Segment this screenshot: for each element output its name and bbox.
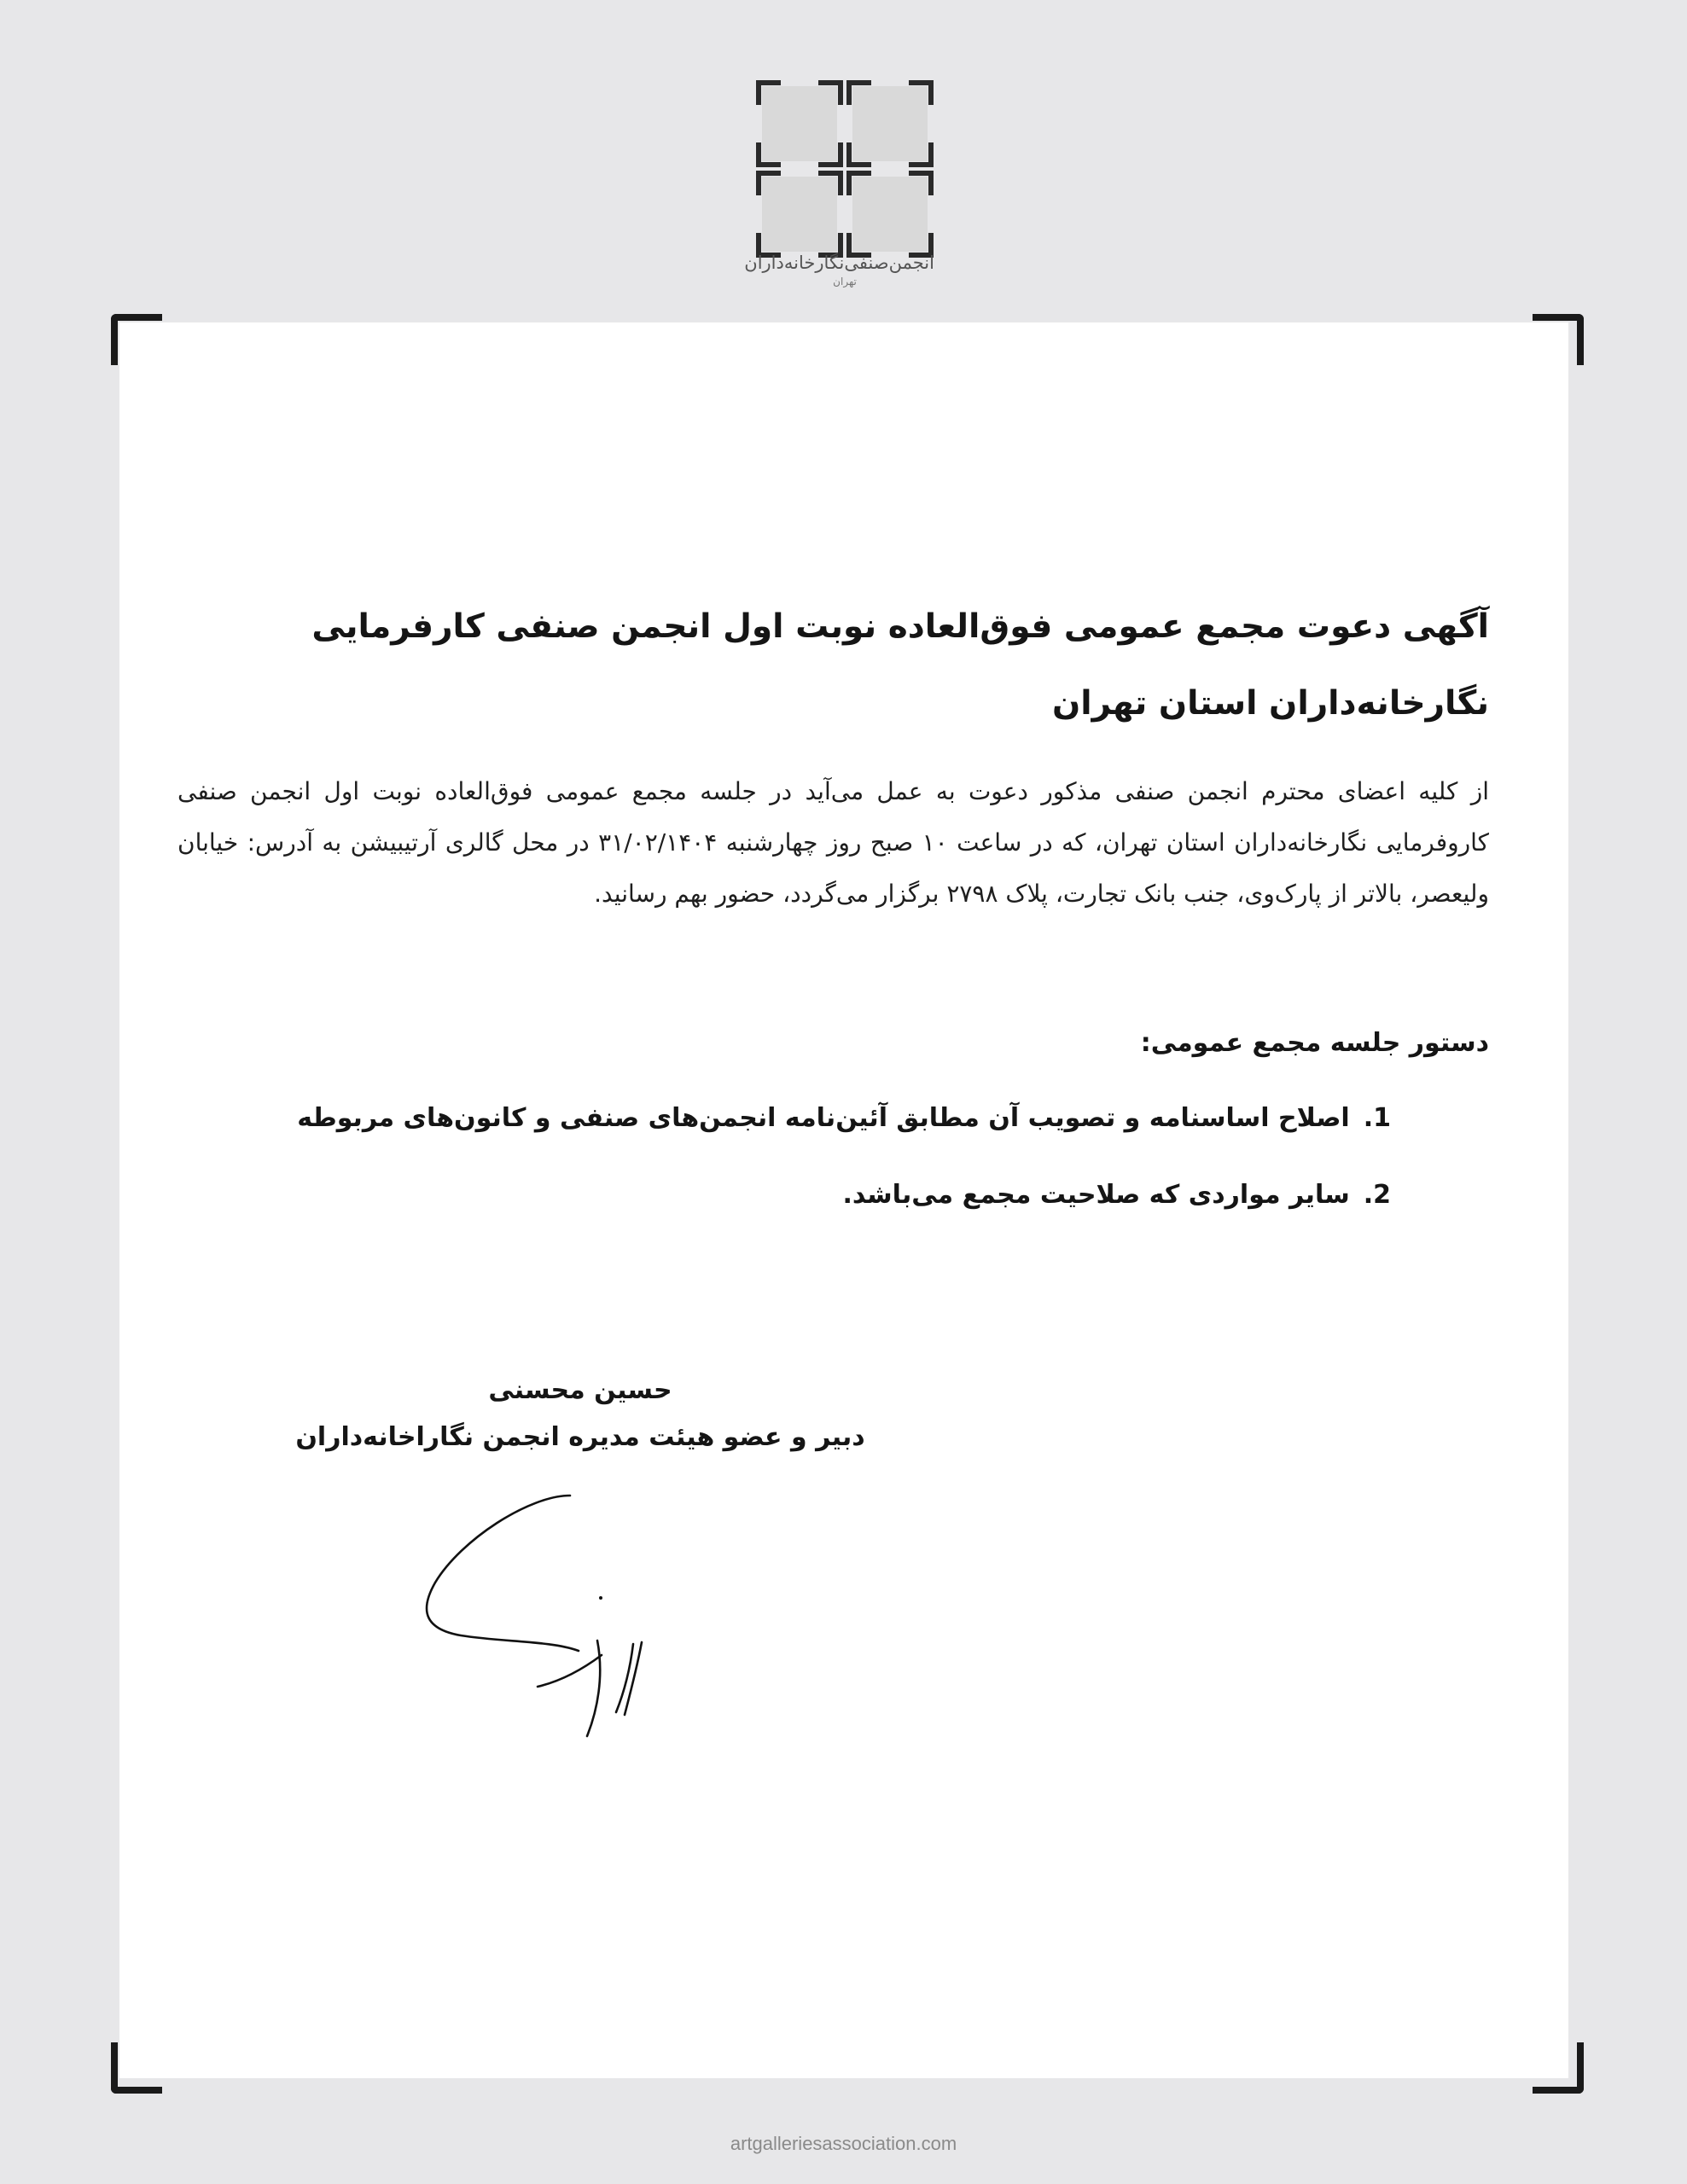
- footer-website: artgalleriesassociation.com: [730, 2133, 957, 2154]
- agenda-item: [177, 1097, 1391, 1140]
- handwritten-signature: [401, 1472, 725, 1753]
- notice-content: [177, 589, 1489, 1251]
- agenda-list: [177, 1097, 1489, 1217]
- agenda-heading: دستور جلسه مجمع عمومی:: [1140, 1028, 1489, 1058]
- notice-title: آگهی دعوت مجمع عمومی فوق‌العاده نوبت اول انجمن صنفی کارفرمایی نگارخانه‌داران استان تهران: [311, 607, 1489, 723]
- notice-body: از کلیه اعضای محترم انجمن صنفی مذکور دعوت به عمل می‌آید در جلسه مجمع عمومی فوق‌العاده نوبت اول انجمن صنفی کاروفرمایی نگارخانه‌داران استان تهران، که در ساعت ۱۰ صبح روز چهارشنبه ۳۱/۰۲/۱۴۰۴ در محل گالری آرتیبیشن به آدرس: خیابان ولیعصر، بالاتر از پارک‌وی، جنب بانک تجارت، پلاک ۲۷۹۸ برگزار می‌گردد، حضور بهم رسانید.: [177, 777, 1489, 908]
- association-logo: [744, 79, 934, 293]
- agenda-item-text: اصلاح اساسنامه و تصویب آن مطابق آئین‌نامه انجمن‌های صنفی و کانون‌های مربوطه: [297, 1103, 1350, 1133]
- agenda-item-number: 1.: [1363, 1103, 1391, 1133]
- signatory-block: [256, 1369, 905, 1463]
- agenda-item: [177, 1174, 1391, 1217]
- agenda-item-number: 2.: [1363, 1180, 1391, 1210]
- signatory-role: دبیر و عضو هیئت مدیره انجمن نگاراخانه‌داران: [295, 1422, 865, 1452]
- logo-city: تهران: [833, 276, 857, 288]
- logo-name: انجمن‌صنفی‌نگارخانه‌داران: [744, 253, 934, 273]
- corner-bracket-top-left: [111, 314, 162, 365]
- signatory-name: حسین محسنی: [488, 1375, 672, 1405]
- logo-brackets-icon: [755, 79, 934, 258]
- agenda-item-text: سایر مواردی که صلاحیت مجمع می‌باشد.: [842, 1180, 1350, 1210]
- corner-bracket-bottom-left: [111, 2042, 162, 2094]
- corner-bracket-top-right: [1533, 314, 1584, 365]
- corner-bracket-bottom-right: [1533, 2042, 1584, 2094]
